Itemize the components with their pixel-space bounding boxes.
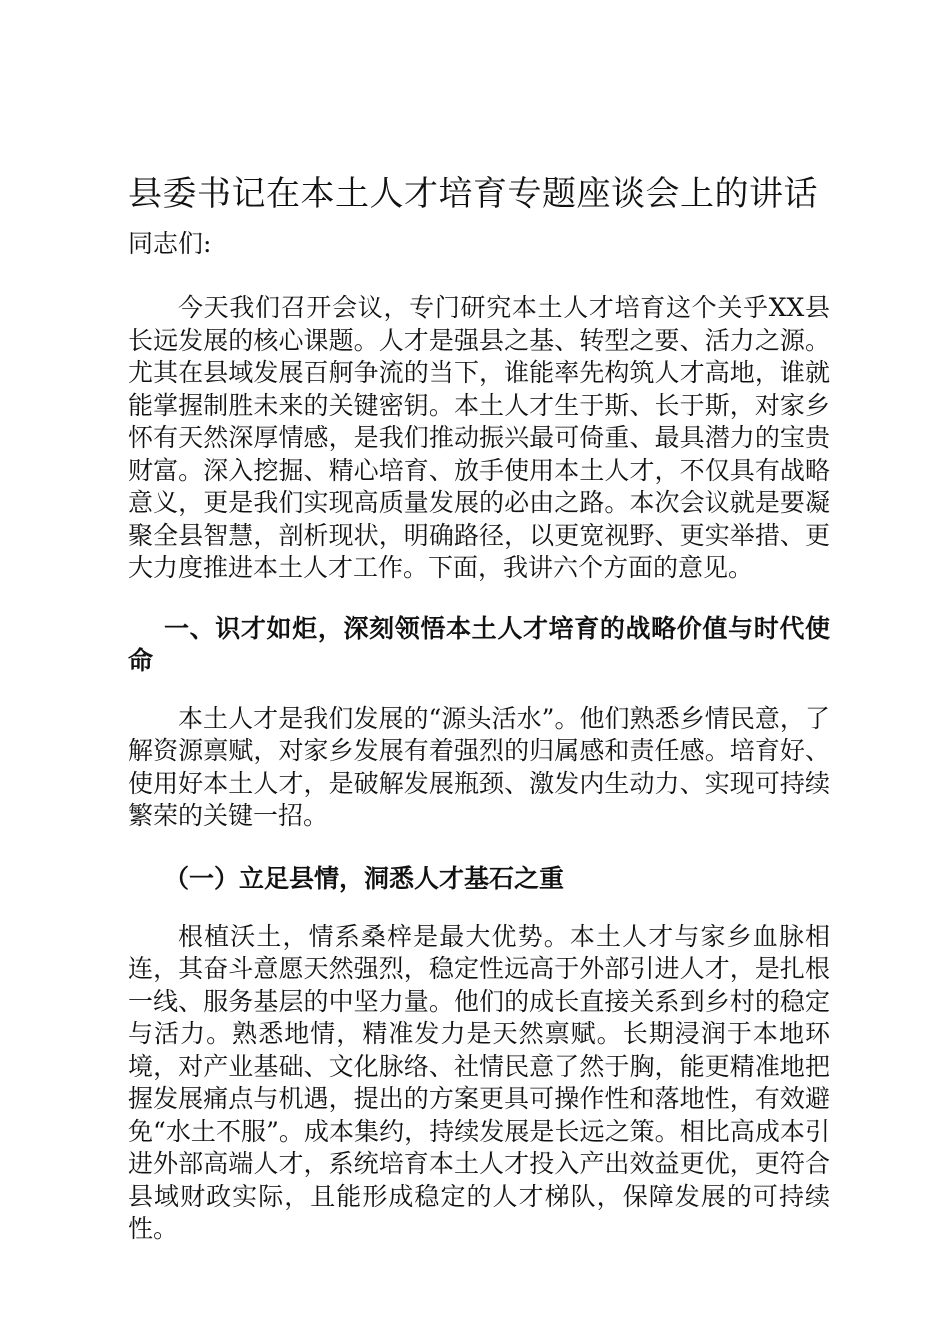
subsection-1-heading: （一）立足县情，洞悉人才基石之重: [164, 863, 565, 893]
document-title: 县委书记在本土人才培育专题座谈会上的讲话: [128, 174, 818, 214]
salutation: 同志们:: [128, 229, 212, 258]
subsection-1-paragraph: 根植沃土，情系桑梓是最大优势。本土人才与家乡血脉相连，其奋斗意愿天然强烈，稳定性远高于外部引进人才，是扎根一线、服务基层的中坚力量。他们的成长直接关系到乡村的稳定与活力。熟悉地情，精准发力是天然禀赋。长期浸润于本地环境，对产业基础、文化脉络、社情民意了然于胸，能更精准地把握发展痛点与机遇，提出的方案更具可操作性和落地性，有效避免“水土不服”。成本集约，持续发展是长远之策。相比高成本引进外部高端人才，系统培育本土人才投入产出效益更优，更符合县域财政实际，且能形成稳定的人才梯队，保障发展的可持续性。: [128, 921, 830, 1243]
intro-paragraph: 今天我们召开会议，专门研究本土人才培育这个关乎XX县长远发展的核心课题。人才是强县之基、转型之要、活力之源。尤其在县域发展百舸争流的当下，谁能率先构筑人才高地，谁就能掌握制胜未来的关键密钥。本土人才生于斯、长于斯，对家乡怀有天然深厚情感，是我们推动振兴最可倚重、最具潜力的宝贵财富。深入挖掘、精心培育、放手使用本土人才，不仅具有战略意义，更是我们实现高质量发展的必由之路。本次会议就是要凝聚全县智慧，剖析现状，明确路径，以更宽视野、更实举措、更大力度推进本土人才工作。下面，我讲六个方面的意见。: [128, 293, 830, 582]
section-1-heading: 一、识才如炬，深刻领悟本土人才培育的战略价值与时代使命: [128, 613, 830, 675]
document-page: [128, 168, 830, 1246]
section-1-paragraph: 本土人才是我们发展的“源头活水”。他们熟悉乡情民意，了解资源禀赋，对家乡发展有着强烈的归属感和责任感。培育好、使用好本土人才，是破解发展瓶颈、激发内生动力、实现可持续繁荣的关键一招。: [128, 703, 830, 830]
